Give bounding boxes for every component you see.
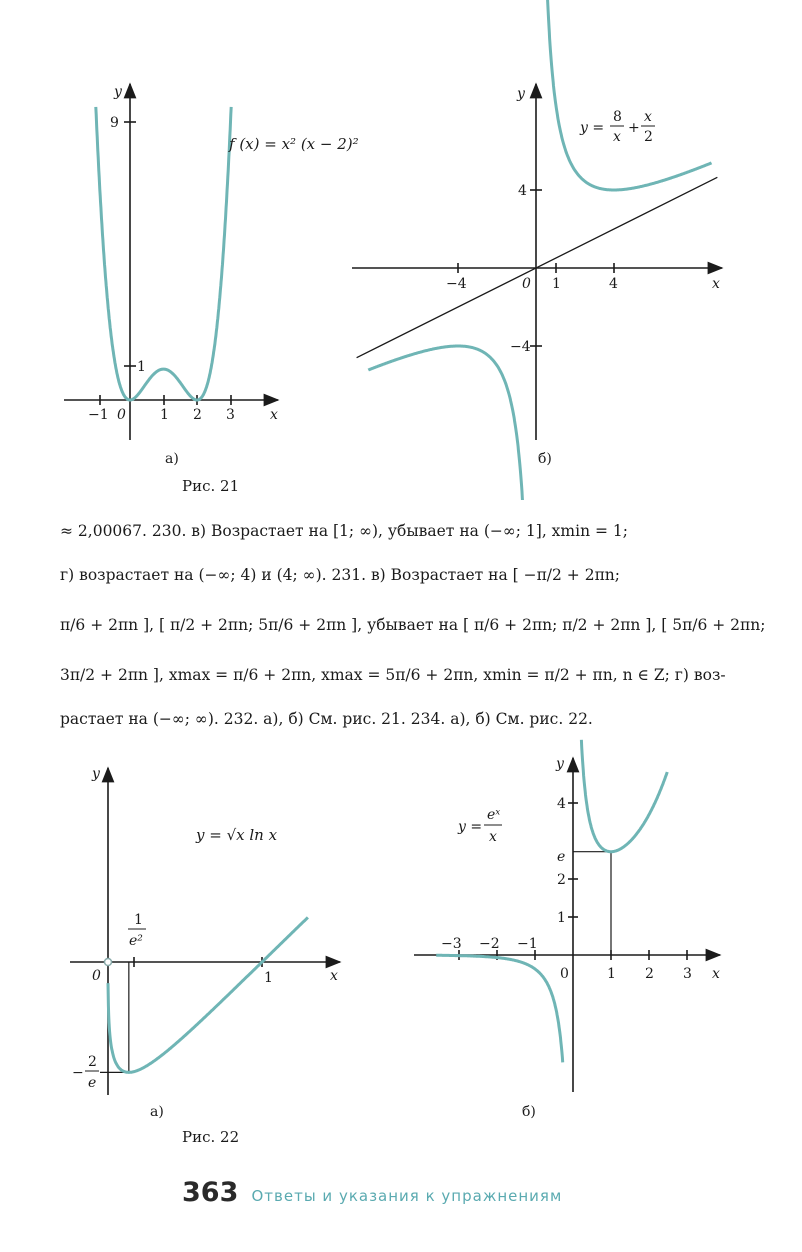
fig21b-plus: + xyxy=(628,120,640,136)
fig21b-ytick-neg4: −4 xyxy=(510,339,531,355)
fig21b-ytick-4: 4 xyxy=(518,183,527,199)
fig21b-xtick-neg4: −4 xyxy=(446,276,467,292)
fig21b-formula-y: y = xyxy=(580,120,605,136)
fig22b-xtick-3: 3 xyxy=(683,966,692,982)
fig21a-y-label: y xyxy=(114,84,122,100)
fig22b-x-label: x xyxy=(712,966,720,982)
fig22a-y-num: 2 xyxy=(88,1054,97,1070)
fig21b-xtick-0: 0 xyxy=(522,276,531,292)
fig21a-ytick-1: 1 xyxy=(137,359,146,375)
figure-21-caption: Рис. 21 xyxy=(182,477,240,495)
fig22b-frac-den: x xyxy=(489,829,497,845)
fig22b-axes xyxy=(414,758,720,1092)
fig21b-sublabel: б) xyxy=(538,451,552,467)
fig22a-x-label: x xyxy=(330,968,338,984)
text-line-2: г) возрастает на (−∞; 4) и (4; ∞). 231. в) Возрастает на [ −π/2 + 2πn; xyxy=(60,566,620,584)
fig21a-xtick-1: 1 xyxy=(160,407,169,423)
fig22b-formula-y: y = xyxy=(458,819,483,835)
fig21b-xtick-4: 4 xyxy=(609,276,618,292)
text-line-4: 3π/2 + 2πn ], xmax = π/6 + 2πn, xmax = 5π/6 + 2πn, xmin = π/2 + πn, n ∈ Z; г) воз- xyxy=(60,666,726,684)
fig21b-frac1-num: 8 xyxy=(613,109,622,125)
fig22b-sublabel: б) xyxy=(522,1104,536,1120)
fig21b-frac1-den: x xyxy=(613,129,621,145)
fig22b-ytick-4: 4 xyxy=(557,796,566,812)
page-footer xyxy=(182,1177,562,1208)
fig21a-xtick-neg1: −1 xyxy=(88,407,109,423)
fig21b-frac2-den: 2 xyxy=(644,129,653,145)
fig21a-xtick-0: 0 xyxy=(117,407,126,423)
fig22b-y-label: y xyxy=(556,756,564,772)
fig21b-frac2-num: x xyxy=(644,109,652,125)
fig22b-ytick-1: 1 xyxy=(557,910,566,926)
fig22a-neg-sign: − xyxy=(72,1065,84,1081)
fig22a-xtick-0: 0 xyxy=(92,968,101,984)
fig22b-ytick-e: e xyxy=(557,849,566,865)
fig21b-y-label: y xyxy=(517,86,525,102)
fig22b-xtick-neg1: −1 xyxy=(517,936,538,952)
fig22a-frac-num: 1 xyxy=(134,912,143,928)
fig22b-xtick-0: 0 xyxy=(560,966,569,982)
fig22a-xtick-1: 1 xyxy=(264,970,273,986)
figure-22-caption: Рис. 22 xyxy=(182,1128,240,1146)
fig22a-frac-den: e² xyxy=(129,933,143,949)
fig22a-open-point xyxy=(105,959,112,966)
fig21b-x-label: x xyxy=(712,276,720,292)
fig22b-curve-positive xyxy=(581,740,667,852)
fig21a-ytick-9: 9 xyxy=(110,115,119,131)
fig22b-ytick-2: 2 xyxy=(557,872,566,888)
section-title: Ответы и указания к упражнениям xyxy=(251,1187,563,1205)
fig22b-xtick-neg2: −2 xyxy=(479,936,500,952)
text-line-5: растает на (−∞; ∞). 232. а), б) См. рис. 21. 234. а), б) См. рис. 22. xyxy=(60,710,593,728)
fig22b-xtick-neg3: −3 xyxy=(441,936,462,952)
fig21a-sublabel: а) xyxy=(165,451,179,467)
page-number: 363 xyxy=(182,1177,239,1208)
fig22b-frac-num: eˣ xyxy=(487,807,501,823)
fig22a-formula: y = √x ln x xyxy=(196,826,278,844)
fig21a-x-label: x xyxy=(270,407,278,423)
fig22a-sublabel: а) xyxy=(150,1104,164,1120)
fig21a-xtick-2: 2 xyxy=(193,407,202,423)
fig21a-formula: f (x) = x² (x − 2)² xyxy=(229,135,359,153)
fig21b-xtick-1: 1 xyxy=(552,276,561,292)
text-line-1: ≈ 2,00067. 230. в) Возрастает на [1; ∞), убывает на (−∞; 1], xmin = 1; xyxy=(60,522,628,540)
fig22b-xtick-1: 1 xyxy=(607,966,616,982)
fig22b-xtick-2: 2 xyxy=(645,966,654,982)
fig21a-xtick-3: 3 xyxy=(226,407,235,423)
fig22b-formula xyxy=(457,807,502,845)
fig22b-curve-negative xyxy=(436,955,563,1062)
fig22a-y-label: y xyxy=(92,766,100,782)
text-line-3: π/6 + 2πn ], [ π/2 + 2πn; 5π/6 + 2πn ], убывает на [ π/6 + 2πn; π/2 + 2πn ], [ 5π/6 + 2πn; xyxy=(60,616,766,634)
fig22a-y-den: e xyxy=(88,1075,97,1091)
